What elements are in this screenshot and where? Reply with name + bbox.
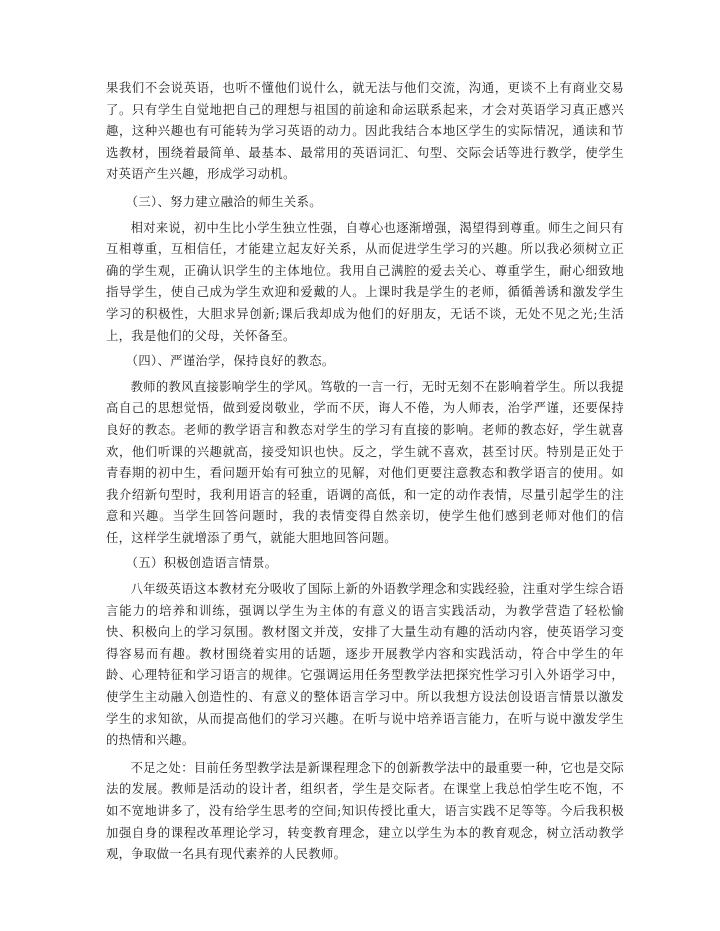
paragraph-motivation: 果我们不会说英语，也听不懂他们说什么，就无法与他们交流，沟通，更谈不上有商业交易了。只有学生自觉地把自己的理想与祖国的前途和命运联系起来，才会对英语学习真正感兴趣，这种兴趣也有可能转为学习英语的动力。因此我结合本地区学生的实际情况，通读和节选教材，围绕着最简单、最基本、最常用的英语词汇、句型、交际会话等进行教学，使学生对英语产生兴趣，形成学习动机。: [106, 81, 624, 182]
paragraph-language-situation: 八年级英语这本教材充分吸收了国际上新的外语教学理念和实践经验，注重对学生综合语言能力的培养和训练，强调以学生为主体的有意义的语言实践活动，为教学营造了轻松愉快、积极向上的学习氛围。教材图文并茂，安排了大量生动有趣的活动内容，使英语学习变得容易而有趣。教材围绕着实用的话题，逐步开展教学内容和实践活动，符合中学生的年龄、心理特征和学习语言的规律。它强调运用任务型教学法把探究性学习引入外语学习中，使学生主动融入创造性的、有意义的整体语言学习中。所以我想方设法创设语言情景以激发学生的求知欲，从而提高他们的学习兴趣。在听与说中培养语言能力，在听与说中激发学生的热情和兴趣。: [106, 582, 624, 748]
paragraph-teacher-student: 相对来说，初中生比小学生独立性强，自尊心也逐渐增强，渴望得到尊重。师生之间只有互相尊重，互相信任，才能建立起友好关系，从而促进学生学习的兴趣。所以我必须树立正确的学生观，正确认识学生的主体地位。我用自己满腔的爱去关心、尊重学生，耐心细致地指导学生，使自己成为学生欢迎和爱戴的人。上课时我是学生的老师，循循善诱和激发学生学习的积极性，大胆求异创新;课后我却成为他们的好朋友，无话不谈，无处不见之光;生活上，我是他们的父母，关怀备至。: [106, 220, 624, 343]
section-heading-3: （三）、努力建立融洽的师生关系。: [125, 194, 322, 209]
section-heading-4: （四）、严谨治学，保持良好的教态。: [125, 354, 335, 369]
section-heading-5: （五）积极创造语言情景。: [125, 556, 278, 571]
paragraph-teaching-manner: 教师的教风直接影响学生的学风。笃敬的一言一行，无时无刻不在影响着学生。所以我提高自己的思想觉悟，做到爱岗敬业，学而不厌，诲人不倦，为人师表，治学严谨，还要保持良好的教态。老师的教学语言和教态对学生的学习有直接的影响。老师的教态好，学生就喜欢，他们听课的兴趣就高，接受知识也快。反之，学生就不喜欢，甚至讨厌。特别是正处于青春期的初中生，看问题开始有可独立的见解，对他们更要注意教态和教学语言的使用。如我介绍新句型时，我利用语言的轻重，语调的高低，和一定的动作表情，尽量引起学生的注意和兴趣。当学生回答问题时，我的表情变得自然亲切，使学生他们感到老师对他们的信任，这样学生就增添了勇气，就能大胆地回答问题。: [106, 379, 624, 545]
paragraph-shortcomings: 不足之处：目前任务型教学法是新课程理念下的创新教学法中的最重要一种，它也是交际法的发展。教师是活动的设计者，组织者，学生是交际者。在课堂上我总怕学生吃不饱，不如不宽地讲多了，没有给学生思考的空间;知识传授比重大，语言实践不足等等。今后我积极加强自身的课程改革理论学习，转变教育理念，建立以学生为本的教育观念，树立活动教学观，争取做一名具有现代素养的人民教师。: [106, 760, 624, 862]
